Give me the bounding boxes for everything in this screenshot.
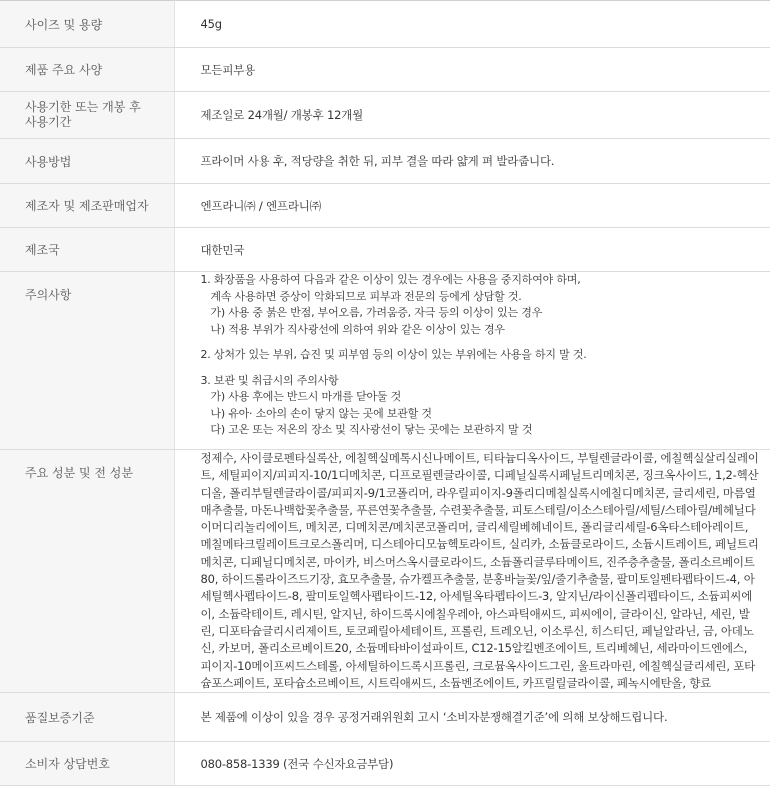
- caution-line: 나) 적용 부위가 직사광선에 의하여 위와 같은 이상이 있는 경우: [200, 322, 505, 336]
- caution-line: 1. 화장품을 사용하여 다음과 같은 이상이 있는 경우에는 사용을 중지하여야 하며,: [200, 273, 581, 286]
- row-label-expiry-line1: 사용기한 또는 개봉 후: [25, 100, 141, 114]
- row-label-expiry: [0, 92, 174, 139]
- row-value-cautions: [174, 272, 770, 450]
- table-row: [0, 272, 770, 450]
- caution-line: 가) 사용 후에는 반드시 마개를 닫아둘 것: [200, 390, 402, 403]
- table-row: [0, 139, 770, 184]
- row-label-cautions: 주의사항: [0, 272, 174, 450]
- table-row: [0, 450, 770, 693]
- row-label-usage: 사용방법: [0, 139, 174, 184]
- row-label-manufacturer: 제조자 및 제조판매업자: [0, 184, 174, 228]
- table-row: [0, 742, 770, 786]
- table-row: [0, 693, 770, 742]
- caution-line: 3. 보관 및 취급시의 주의사항: [200, 373, 339, 387]
- row-label-ingredients: 주요 성분 및 전 성분: [0, 450, 174, 693]
- row-label-size: 사이즈 및 용량: [0, 1, 174, 48]
- caution-line: 다) 고온 또는 저온의 장소 및 직사광선이 닿는 곳에는 보관하지 말 것: [200, 423, 533, 436]
- row-label-spec: 제품 주요 사양: [0, 48, 174, 92]
- row-value-ingredients: 정제수, 사이클로펜타실록산, 에칠헥실메톡시신나메이트, 티타늄디옥사이드, 부틸렌글라이콜, 에칠헥실살리실레이트, 세틸피이지/피피지-10/1디메치콘, 디프로필렌글라이콜, 디페닐실록시페닐트리메치콘, 징크옥사이드, 1,2-헥산디올, 폴리부틸렌글라이콜/피피지-9/1코폴리머, 라우릴피이지-9폴리디메칠실록시에칠디메치콘, 글리세린, 마름열매추출물, 마돈나백합꽃추출물, 푸른연꽃추출물, 수련꽃추출물, 피토스테릴/이소스테아릴/세틸/스테아릴/베헤닐다이머디리놀리에이트, 메치콘, 디메치콘/메치콘코폴리머, 글리세릴베헤네이트, 폴리글리세릴-6옥타스테아레이트, 메칠메타크릴레이트크로스폴리머, 디스테아디모늄헥토라이트, 실리카, 소듐클로라이드, 소듐시트레이트, 페닐트리메치콘, 디페닐디메치콘, 마이카, 비스머스옥시클로라이드, 소듐폴리글루타메이트, 진주층추출물, 폴리소르베이트80, 하이드롤라이즈드기장, 효모추출물, 슈가켈프추출물, 분홍바늘꽃/잎/줄기추출물, 팔미토일펜타펩타이드-4, 아세틸헥사펩타이드-8, 팔미토일헥사펩타이드-12, 아세틸옥타펩타이드-3, 알지닌/라이신폴리펩타이드, 소듐피씨에이, 소듐락테이트, 레시틴, 알지닌, 하이드록시에칠우레아, 아스파틱애씨드, 피씨에이, 글라이신, 알라닌, 세린, 발린, 디포타슘글리시리제이트, 토코페릴아세테이트, 프롤린, 트레오닌, 이소루신, 히스티딘, 페닐알라닌, 금, 아데노신, 카보머, 폴리소르베이트20, 소듐메타바이설파이트, C12-15알킬벤조에이트, 트리베헤닌, 세라마이드엔에스, 피이지-10메이프씨드스테롤, 아세틸하이드록시프롤린, 크로뮴옥사이드그린, 울트라마린, 에칠헥실글리세린, 포타슘포스페이트, 포타슘소르베이트, 시트릭애씨드, 소듐벤조에이트, 카프릴릴글라이콜, 페녹시에탄올, 향료: [174, 450, 770, 693]
- caution-spacer: [201, 364, 761, 373]
- row-value-manufacturer: 엔프라니㈜ / 엔프라니㈜: [174, 184, 770, 228]
- table-row: [0, 92, 770, 139]
- table-row: [0, 48, 770, 92]
- caution-line: 나) 유아· 소아의 손이 닿지 않는 곳에 보관할 것: [200, 406, 432, 420]
- row-label-country: 제조국: [0, 228, 174, 272]
- row-value-contact: 080-858-1339 (전국 수신자요금부담): [174, 742, 770, 786]
- caution-line: 2. 상처가 있는 부위, 습진 및 피부염 등의 이상이 있는 부위에는 사용을 하지 말 것.: [200, 348, 587, 361]
- caution-spacer: [201, 338, 761, 347]
- row-label-quality: 품질보증기준: [0, 693, 174, 742]
- table-row: [0, 184, 770, 228]
- row-value-expiry: 제조일로 24개월/ 개봉후 12개월: [174, 92, 770, 139]
- caution-line: 계속 사용하면 증상이 악화되므로 피부과 전문의 등에게 상담할 것.: [200, 289, 522, 303]
- row-value-usage: 프라이머 사용 후, 적당량을 취한 뒤, 피부 결을 따라 얇게 펴 발라줍니다.: [174, 139, 770, 184]
- row-value-spec: 모든피부용: [174, 48, 770, 92]
- row-label-contact: 소비자 상담번호: [0, 742, 174, 786]
- table-row: [0, 228, 770, 272]
- table-row: [0, 1, 770, 48]
- row-value-size: 45g: [174, 1, 770, 48]
- row-value-country: 대한민국: [174, 228, 770, 272]
- caution-line: 가) 사용 중 붉은 반점, 부어오름, 가려움증, 자극 등의 이상이 있는 경우: [200, 306, 543, 319]
- row-value-quality: 본 제품에 이상이 있을 경우 공정거래위원회 고시 ‘소비자분쟁해결기준’에 의해 보상해드립니다.: [174, 693, 770, 742]
- row-label-expiry-line2: 사용기간: [25, 115, 72, 129]
